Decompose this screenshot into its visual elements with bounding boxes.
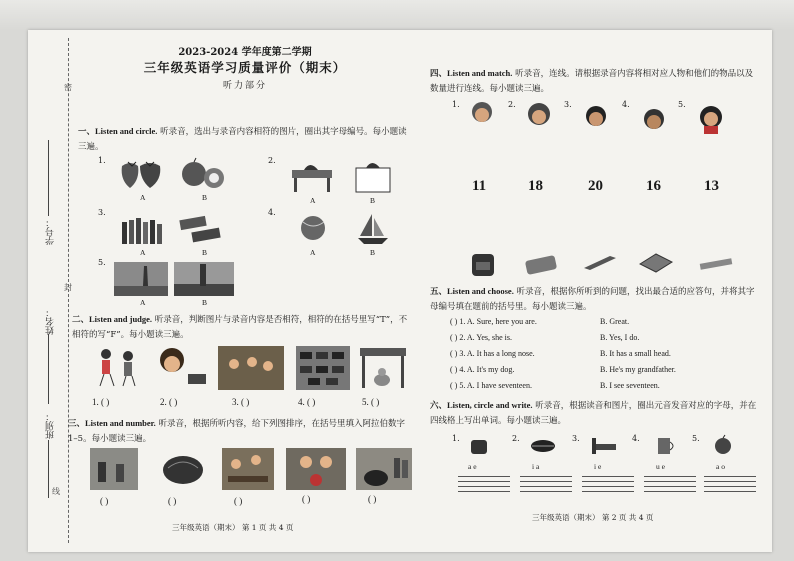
s4-person-5-number: 5. (678, 100, 686, 109)
s4-person-2-number: 2. (508, 100, 516, 109)
strawberries-picture (118, 156, 166, 190)
apples-picture (180, 156, 228, 190)
s1-item-3-label-a: A (140, 248, 146, 257)
s2-blank-2[interactable]: 2. ( ) (160, 397, 178, 407)
s3-blank-3[interactable]: ( ) (234, 496, 243, 506)
student-name-line (48, 334, 49, 404)
s4-person-3-number: 3. (564, 100, 572, 109)
section-3-title-cn: 听录音，根据所听内容，给下列图排序，在括号里填入阿拉伯数字 1–5。每小题读三遍。 (68, 419, 405, 444)
s3-blank-1[interactable]: ( ) (100, 496, 109, 506)
s4-person-1-number: 1. (452, 100, 460, 109)
s5-row-5-question[interactable]: ( ) 5. A. I have seventeen. (450, 381, 532, 390)
fold-mark-top: 密 (64, 83, 72, 92)
kids-with-fruit-picture (286, 448, 346, 490)
kids-in-room-picture (90, 448, 138, 490)
s5-row-1-option-b: B. Great. (600, 317, 630, 326)
s1-item-1-label-a: A (140, 193, 146, 202)
fold-mark-bottom: 线 (52, 487, 60, 496)
section-1-heading (78, 124, 408, 155)
section-1-title-en: 一、Listen and circle. (78, 126, 158, 136)
bear-and-family-picture (356, 448, 412, 490)
s6-item-5-number: 5. (692, 434, 700, 443)
background-top (0, 0, 794, 30)
big-ben-picture (174, 262, 234, 296)
statue-of-liberty-picture (114, 262, 168, 296)
section-1-title-cn: 听录音，选出与录音内容相符的图片，圈出其字母编号。每小题读三遍。 (78, 127, 407, 152)
match-number-1: 11 (472, 178, 487, 194)
s1-item-3-label-b: B (202, 248, 208, 257)
girl-face-5-icon (698, 104, 724, 134)
orange-picture (712, 434, 734, 456)
student-name-label: 姓名： (46, 308, 56, 335)
boy-with-toys-picture (154, 346, 210, 390)
s3-blank-2[interactable]: ( ) (168, 496, 177, 506)
section-3-title-en: 三、Listen and number. (68, 418, 156, 428)
match-number-5: 13 (704, 178, 719, 194)
children-playing-picture (92, 346, 142, 390)
section-6-heading (430, 398, 760, 429)
fold-mark-middle: 封 (64, 283, 72, 292)
s6-item-4-number: 4. (632, 434, 640, 443)
s6-item-3-writing-lines[interactable] (582, 476, 634, 494)
s5-row-1-question[interactable]: ( ) 1. A. Sure, here you are. (450, 317, 537, 326)
boy-face-3-icon (584, 104, 608, 130)
boy-face-4-icon (642, 106, 666, 132)
family-dinner-picture (222, 448, 274, 490)
s5-row-5-option-b: B. I see seventeen. (600, 381, 660, 390)
bed-picture (590, 436, 618, 456)
s1-item-4-label-a: A (310, 248, 316, 257)
page-1 (80, 44, 410, 93)
toy-cars-picture (296, 346, 350, 390)
s6-item-4-writing-lines[interactable] (644, 476, 696, 494)
s6-item-5-writing-lines[interactable] (704, 476, 756, 494)
match-number-2: 18 (528, 178, 543, 194)
exam-title: 三年级英语学习质量评价（期末） (143, 59, 347, 75)
ruler-icon (698, 256, 734, 272)
s1-item-1-label-b: B (202, 193, 208, 202)
crayon-sets-picture (176, 212, 226, 246)
sailboat-picture (356, 210, 390, 246)
section-6-title-en: 六、Listen, circle and write. (430, 400, 533, 410)
s6-item-1-writing-lines[interactable] (458, 476, 510, 494)
s1-item-5-number: 5. (98, 258, 106, 267)
boy-face-1-icon (470, 100, 494, 128)
listening-part-label: 听力部分 (222, 81, 267, 92)
s1-item-5-label-b: B (202, 298, 208, 307)
girl-face-2-icon (526, 102, 552, 130)
cap-on-desk-picture (288, 156, 336, 194)
s3-blank-5[interactable]: ( ) (368, 494, 377, 504)
s5-row-3-option-b: B. It has a small head. (600, 349, 671, 358)
s1-item-2-label-a: A (310, 196, 316, 205)
s5-row-2-option-b: B. Yes, I do. (600, 333, 640, 342)
section-5-title-en: 五、Listen and choose. (430, 286, 514, 296)
section-5-title-cn: 听录音，根据你所听到的问题，找出最合适的应答句，并将其字母编号填在题前的括号里。每小题读三遍。 (430, 287, 755, 312)
exam-year: 2023-2024 学年度第二学期 (178, 47, 312, 58)
ball-picture (296, 212, 330, 244)
s2-blank-3[interactable]: 3. ( ) (232, 397, 250, 407)
s6-item-2-letters[interactable]: i a (532, 462, 540, 471)
dog-under-desk-picture (358, 344, 408, 390)
s5-row-4-question[interactable]: ( ) 4. A. It's my dog. (450, 365, 515, 374)
s2-blank-5[interactable]: 5. ( ) (362, 397, 380, 407)
cup-picture (654, 432, 676, 458)
bag-picture (468, 434, 490, 456)
s1-item-3-number: 3. (98, 208, 106, 217)
book-icon (638, 250, 674, 276)
s6-item-5-letters[interactable]: a o (716, 462, 725, 471)
pencil-icon (582, 252, 618, 272)
s1-item-4-number: 4. (268, 208, 276, 217)
s1-item-2-label-b: B (370, 196, 376, 205)
pencil-box-icon (524, 252, 558, 276)
s1-item-2-number: 2. (268, 156, 276, 165)
s5-row-2-question[interactable]: ( ) 2. A. Yes, she is. (450, 333, 513, 342)
s2-blank-1[interactable]: 1. ( ) (92, 397, 110, 407)
s6-item-1-letters[interactable]: a e (468, 462, 477, 471)
crayons-picture (118, 210, 164, 246)
s5-row-3-question[interactable]: ( ) 3. A. It has a long nose. (450, 349, 535, 358)
student-number-line (48, 140, 49, 216)
s1-item-1-number: 1. (98, 156, 106, 165)
s1-item-5-label-a: A (140, 298, 146, 307)
lips-picture (530, 438, 556, 454)
backpack-icon (468, 248, 498, 278)
section-3-heading (68, 416, 414, 447)
s6-item-2-writing-lines[interactable] (520, 476, 572, 494)
s5-row-4-option-b: B. He's my grandfather. (600, 365, 676, 374)
student-number-label: 学号： (46, 218, 56, 245)
section-2-heading (72, 312, 412, 343)
match-number-4: 16 (646, 178, 661, 194)
match-number-3: 20 (588, 178, 603, 194)
s3-blank-4[interactable]: ( ) (302, 494, 311, 504)
section-4-title-cn: 听录音，连线。请根据录音内容将相对应人物和他们的物品以及数量进行连线。每小题读三遍。 (430, 69, 754, 94)
class-label: 班别： (46, 412, 56, 439)
family-photo-picture (218, 346, 284, 390)
s6-item-1-number: 1. (452, 434, 460, 443)
schoolbag-picture (160, 450, 206, 488)
section-2-title-en: 二、Listen and judge. (72, 314, 153, 324)
page-2-footer: 三年级英语（期末） 第 2 页 共 4 页 (532, 513, 654, 522)
s1-item-4-label-b: B (370, 248, 376, 257)
s2-blank-4[interactable]: 4. ( ) (298, 397, 316, 407)
class-line (48, 440, 49, 498)
section-5-heading (430, 284, 760, 315)
s6-item-3-number: 3. (572, 434, 580, 443)
s6-item-2-number: 2. (512, 434, 520, 443)
s6-item-4-letters[interactable]: u e (656, 462, 665, 471)
section-4-title-en: 四、Listen and match. (430, 68, 513, 78)
s6-item-3-letters[interactable]: i e (594, 462, 602, 471)
cap-on-box-picture (350, 156, 396, 194)
s4-person-4-number: 4. (622, 100, 630, 109)
section-2-title-cn: 听录音，判断图片与录音内容是否相符，相符的在括号里写“T”，不相符的写“F”。每小题读三遍。 (72, 315, 408, 340)
section-6-title-cn: 听录音，根据读音和图片，圈出元音发音对应的字母，并在四线格上写出单词。每小题读三遍。 (430, 401, 757, 426)
section-4-heading (430, 66, 760, 97)
page-1-footer: 三年级英语（期末） 第 1 页 共 4 页 (172, 523, 294, 532)
